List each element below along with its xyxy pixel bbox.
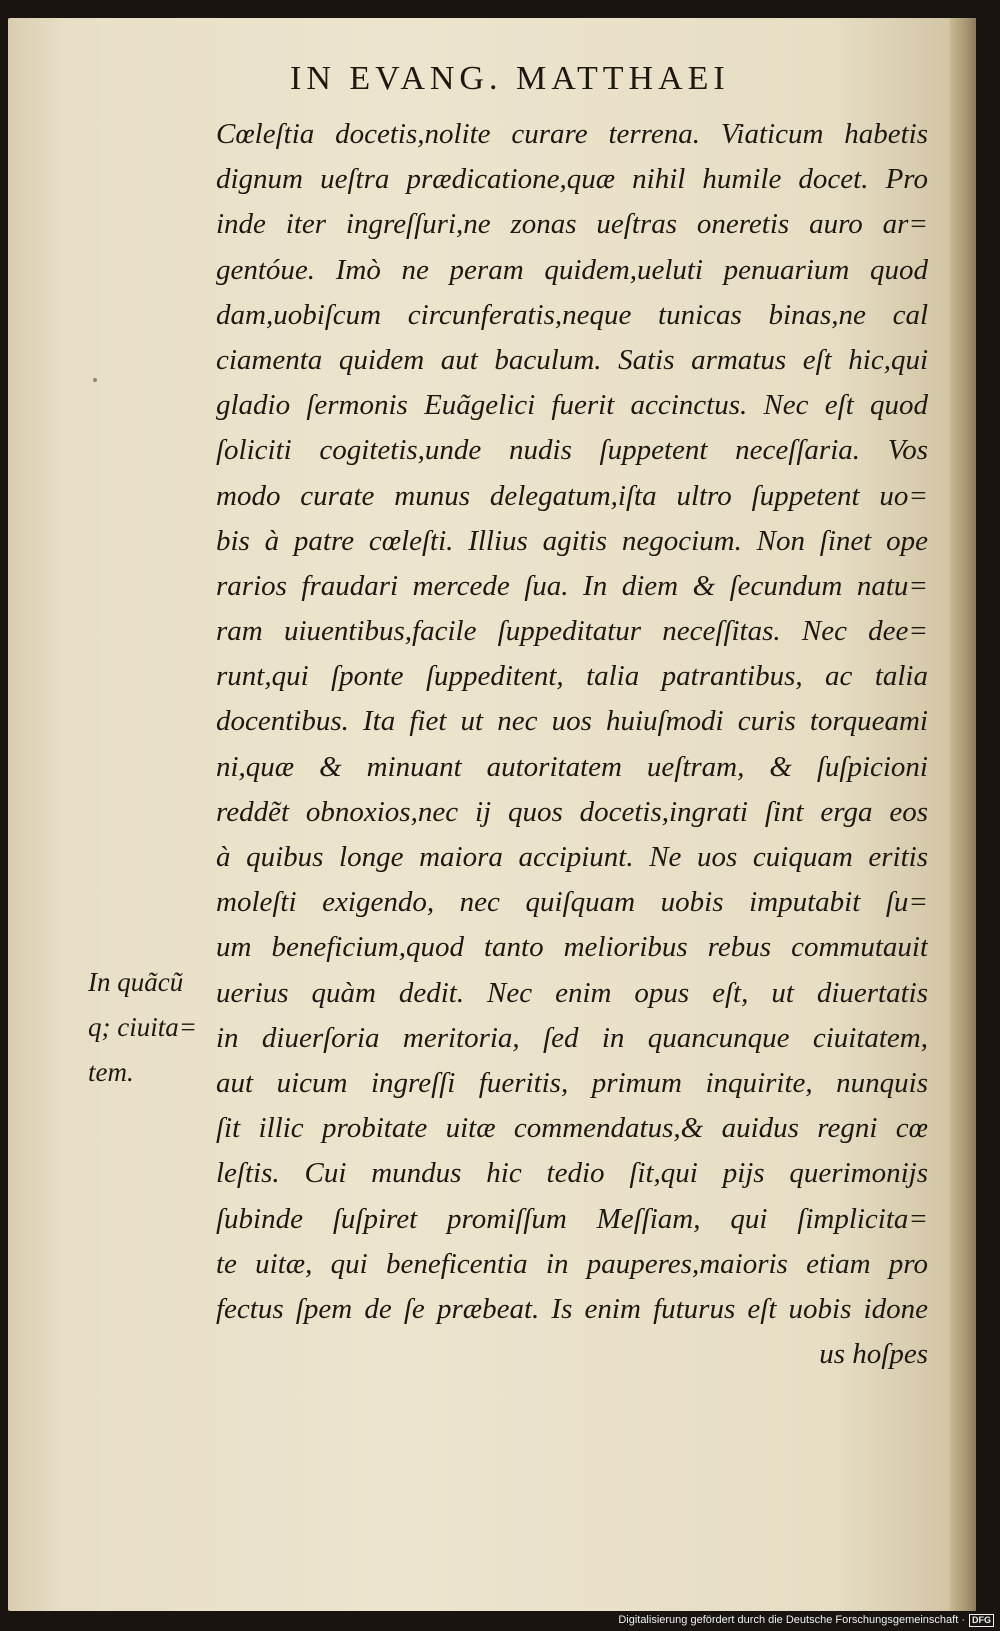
text-line: gladio ſermonis Euãgelici fuerit accinctus. Nec eſt quod [216, 389, 928, 422]
text-line: rarios fraudari mercede ſua. In diem & ſecundum natu= [216, 569, 928, 602]
text-line: ſubinde ſuſpiret promiſſum Meſſiam, qui ſimplicita= [216, 1202, 928, 1235]
text-line: modo curate munus delegatum,iſta ultro ſuppetent uo= [216, 479, 928, 512]
text-line: uerius quàm dedit. Nec enim opus eſt, ut diuertatis [216, 976, 928, 1009]
marginal-note-line: q; ciuita= [88, 1012, 197, 1043]
text-line: docentibus. Ita fiet ut nec uos huiuſmodi curis torqueami [216, 705, 928, 738]
footer-credit: Digitalisierung gefördert durch die Deutsche Forschungsgemeinschaft · [618, 1614, 965, 1626]
funding-footer [618, 1611, 994, 1629]
text-line: moleſti exigendo, nec quiſquam uobis imputabit ſu= [216, 886, 928, 919]
text-line: runt,qui ſponte ſuppeditent, talia patrantibus, ac talia [216, 660, 928, 693]
text-line: ram uiuentibus,facile ſuppeditatur neceſſitas. Nec dee= [216, 615, 928, 648]
dfg-logo-icon: DFG [969, 1614, 994, 1627]
text-line: bis à patre cœleſti. Illius agitis negocium. Non ſinet ope [216, 524, 928, 557]
page-edge-shadow [950, 18, 976, 1611]
text-line: dam,uobiſcum circunferatis,neque tunicas binas,ne cal [216, 298, 928, 331]
text-line: in diuerſoria meritoria, ſed in quancunque ciuitatem, [216, 1021, 928, 1054]
text-line: ciamenta quidem aut baculum. Satis armatus eſt hic,qui [216, 343, 928, 376]
text-line: inde iter ingreſſuri,ne zonas ueſtras oneretis auro ar= [216, 208, 928, 241]
text-line: ſoliciti cogitetis,unde nudis ſuppetent neceſſaria. Vos [216, 434, 928, 467]
text-line: reddẽt obnoxios,nec ij quos docetis,ingrati ſint erga eos [216, 795, 928, 828]
text-line: dignum ueſtra prædicatione,quæ nihil humile docet. Pro [216, 163, 928, 196]
text-line: um beneficium,quod tanto melioribus rebus commutauit [216, 931, 928, 964]
text-line: fectus ſpem de ſe præbeat. Is enim futurus eſt uobis idone [216, 1292, 928, 1325]
text-line: aut uicum ingreſſi fueritis, primum inquirite, nunquis [216, 1066, 928, 1099]
text-line: te uitæ, qui beneficentia in pauperes,maioris etiam pro [216, 1247, 928, 1280]
running-head: IN EVANG. MATTHAEI [290, 60, 730, 97]
text-line: us hoſpes [819, 1338, 928, 1371]
text-line: ni,quæ & minuant autoritatem ueſtram, & ſuſpicioni [216, 750, 928, 783]
text-line: Cœleſtia docetis,nolite curare terrena. Viaticum habetis [216, 118, 928, 150]
text-line: leſtis. Cui mundus hic tedio ſit,qui pijs querimonijs [216, 1157, 928, 1190]
text-line: à quibus longe maiora accipiunt. Ne uos cuiquam eritis [216, 841, 928, 873]
body-text [216, 112, 928, 1377]
marginal-note-line: tem. [88, 1057, 134, 1088]
marginal-note [88, 960, 208, 1096]
text-line: gentóue. Imò ne peram quidem,ueluti penuarium quod [216, 253, 928, 286]
ink-speck [93, 378, 97, 382]
marginal-note-line: In quãcũ [88, 967, 184, 997]
text-line: ſit illic probitate uitæ commendatus,& auidus regni cœ [216, 1112, 928, 1145]
